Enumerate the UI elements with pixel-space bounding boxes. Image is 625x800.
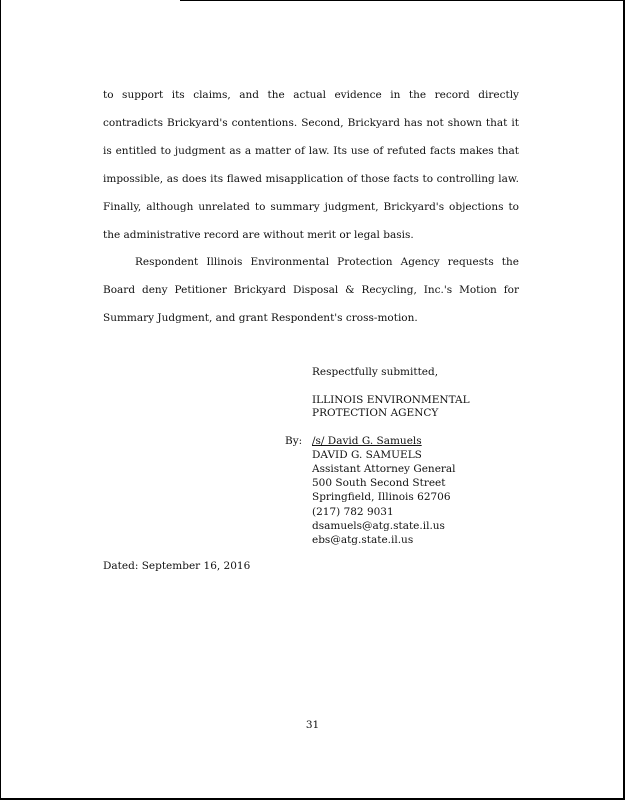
signer-title: Assistant Attorney General [312, 463, 456, 475]
signature-closing: Respectfully submitted, [312, 366, 439, 378]
body-paragraph-2: Respondent Illinois Environmental Protection Agency requests the Board deny Petitioner Brickyard Disposal & Recycling, Inc.'s Motion for Summary Judgment, and grant Respondent's cross-motion. [103, 256, 519, 324]
signer-email-1: dsamuels@atg.state.il.us [312, 520, 445, 532]
electronic-signature: /s/ David G. Samuels [312, 435, 422, 447]
signature-org-line-1: ILLINOIS ENVIRONMENTAL [312, 394, 470, 406]
signature-by-label: By: [285, 435, 303, 447]
signer-name: DAVID G. SAMUELS [312, 449, 422, 461]
page-top-edge [180, 0, 625, 1]
signature-org-line-2: PROTECTION AGENCY [312, 407, 439, 419]
date-line: Dated: September 16, 2016 [103, 560, 251, 572]
signer-address-line-1: 500 South Second Street [312, 477, 446, 489]
body-paragraph-1: to support its claims, and the actual evidence in the record directly contradicts Brickyard's contentions. Second, Brickyard has not shown that it is entitled to judgment as a matter of law. Its use of refuted facts makes that impossible, as does its flawed misapplication of those facts to controlling law. Finally, although unrelated to summary judgment, Brickyard's objections to the administrative record are without merit or legal basis. [103, 89, 519, 241]
signer-email-2: ebs@atg.state.il.us [312, 534, 414, 546]
page-number: 31 [305, 719, 320, 731]
page-left-edge [0, 0, 1, 800]
signer-phone: (217) 782 9031 [312, 506, 394, 518]
signer-address-line-2: Springfield, Illinois 62706 [312, 491, 451, 503]
